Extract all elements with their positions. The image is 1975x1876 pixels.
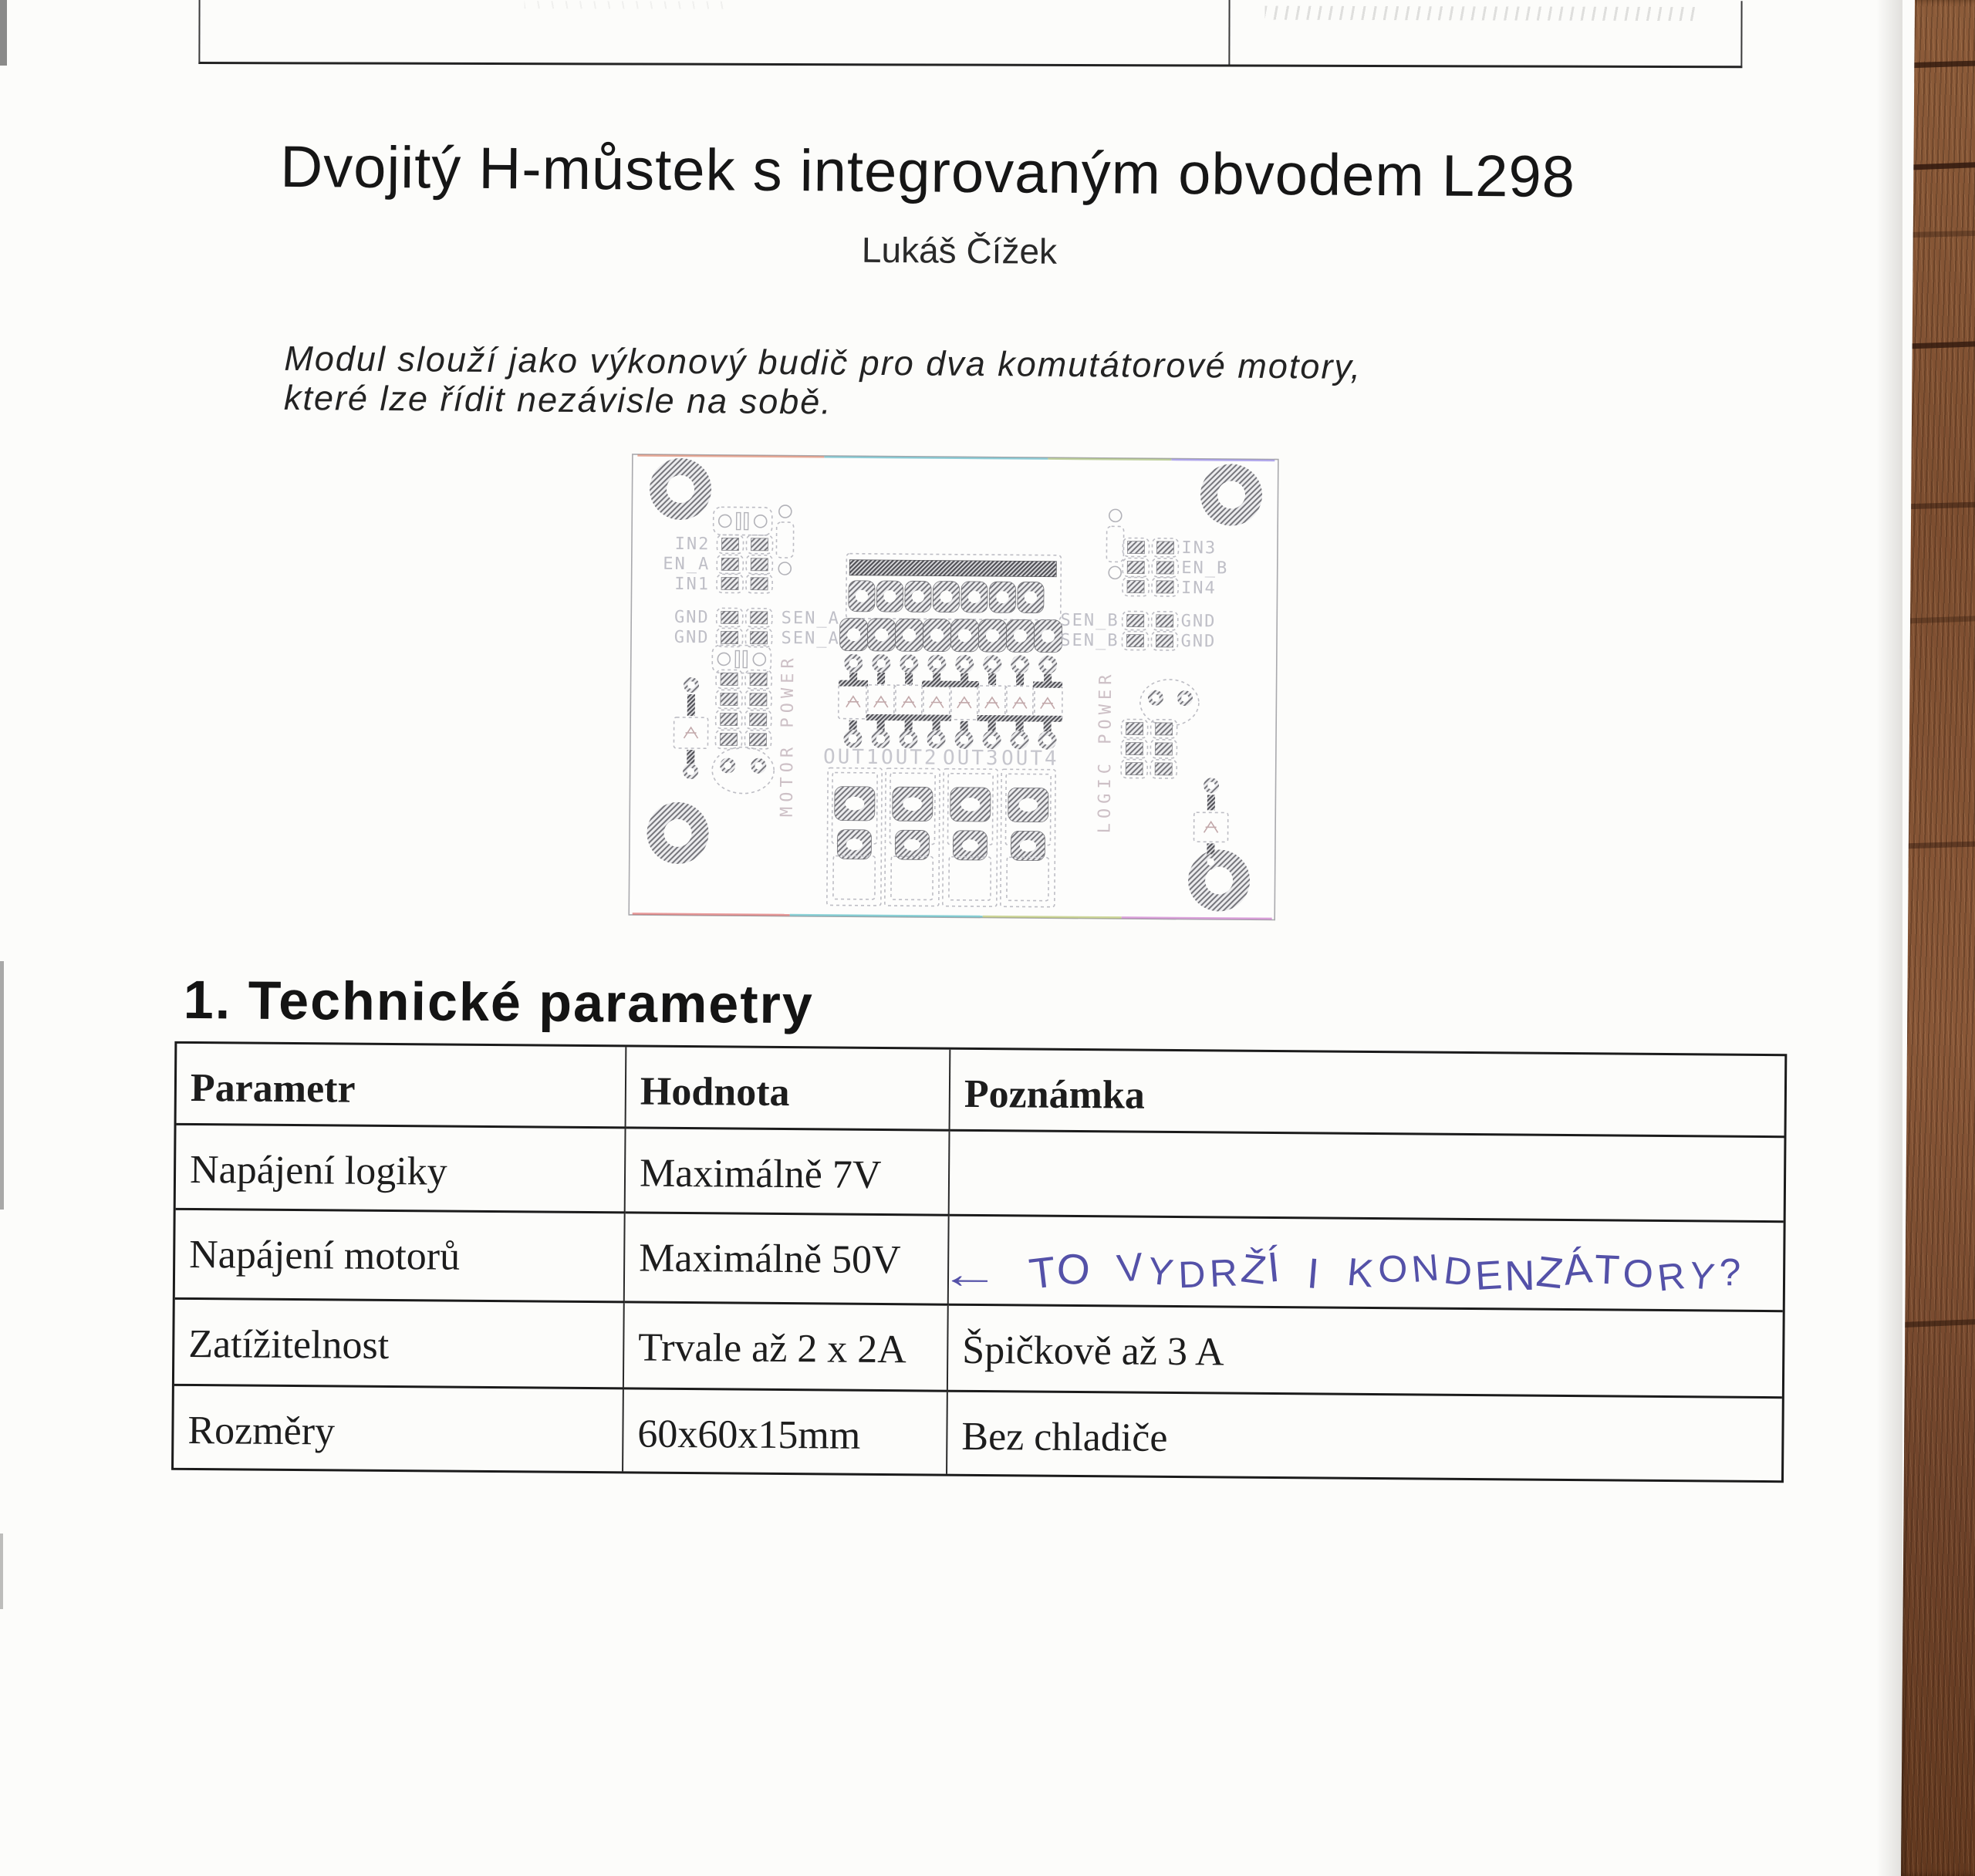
pcb-shape [720, 733, 737, 745]
handwritten-char: T [1593, 1247, 1621, 1294]
pcb-shape [1207, 795, 1215, 810]
pcb-shape [1126, 762, 1143, 774]
table-header-hodnota: Hodnota [626, 1047, 951, 1131]
pcb-shape [721, 611, 738, 623]
pcb-label-out4: OUT4 [1001, 747, 1059, 771]
faint-handwriting-trace [525, 1, 725, 9]
wood-plank-seam [1895, 60, 1975, 69]
pcb-shape [883, 590, 896, 602]
handwritten-char: N [1504, 1252, 1536, 1301]
pcb-shape [721, 577, 738, 589]
table-cell: Napájení motorů [175, 1210, 626, 1304]
handwritten-annotation [939, 1243, 1843, 1371]
pcb-shape [904, 734, 913, 744]
pcb-shape [1044, 722, 1052, 733]
table-cell: Rozměry [174, 1386, 624, 1472]
cutoff-header-table [198, 0, 1742, 68]
pcb-shape [988, 721, 996, 732]
pcb-shape [849, 734, 858, 744]
pcb-shape [1127, 542, 1144, 554]
handwritten-char [1096, 1239, 1109, 1294]
pcb-shape [1016, 721, 1024, 732]
abstract-line-1: Modul slouží jako výkonový budič pro dva komutátorové motory, [284, 338, 1362, 386]
pcb-shape [940, 591, 952, 603]
cutoff-table-divider [1228, 0, 1230, 65]
pcb-label-gnd: GND [1180, 632, 1217, 652]
pcb-shape [930, 629, 944, 642]
table-header-parametr: Parametr [177, 1044, 627, 1129]
handwritten-char: I [1305, 1250, 1322, 1298]
pcb-shape [721, 673, 738, 685]
pcb-shape [721, 693, 738, 705]
pcb-shape [1015, 660, 1025, 670]
pcb-shape [988, 735, 997, 744]
handwritten-char [1287, 1241, 1300, 1299]
table-cell: Maximálně 7V [626, 1129, 950, 1216]
table-cell [950, 1132, 1784, 1223]
pcb-label-gnd: GND [1180, 612, 1217, 632]
section-heading: 1. Technické parametry [183, 969, 815, 1035]
pcb-shape [1127, 561, 1144, 573]
pcb-ic-tab [849, 560, 1056, 577]
pcb-shape [1152, 694, 1160, 702]
pcb-shape [922, 680, 951, 687]
pcb-shape [1156, 723, 1173, 735]
pcb-shape [687, 750, 694, 764]
pcb-shape [960, 660, 969, 669]
pcb-shape [1025, 591, 1037, 603]
pcb-shape [750, 693, 767, 706]
pcb-shape [905, 673, 913, 684]
handwritten-char: T [1027, 1248, 1059, 1299]
pcb-shape [750, 632, 767, 644]
handwritten-char: ? [1718, 1251, 1741, 1294]
handwritten-char [1008, 1245, 1025, 1302]
pcb-shape [721, 538, 738, 550]
wood-plank-seam [1895, 616, 1975, 624]
pcb-shape [1126, 722, 1143, 734]
pcb-shape [950, 681, 979, 687]
handwritten-char: D [1441, 1249, 1475, 1295]
table-cell: Trvale až 2 x 2A [624, 1303, 949, 1392]
pcb-shape [1156, 542, 1173, 554]
pcb-shape [721, 558, 738, 570]
pcb-shape [751, 612, 768, 624]
pcb-label-gnd: GND [674, 607, 710, 628]
handwritten-char: Y [1687, 1254, 1717, 1299]
pcb-shape [687, 694, 695, 716]
pcb-label-in1: IN1 [674, 574, 711, 595]
pcb-label-en-b: EN_B [1181, 558, 1229, 579]
pcb-shape [988, 673, 996, 685]
pcb-shape [996, 591, 1008, 603]
faint-handwriting-trace [1265, 6, 1697, 21]
pcb-shape [1126, 742, 1143, 754]
pcb-shape [876, 734, 886, 744]
pcb-shape [750, 673, 767, 686]
table-header-poznamka: Poznámka [950, 1050, 1785, 1138]
pcb-shape [1033, 682, 1062, 688]
pcb-shape [986, 629, 999, 643]
handwritten-char: R [1208, 1251, 1239, 1296]
pcb-shape [751, 538, 768, 551]
pcb-label-en-a: EN_A [663, 554, 711, 575]
table-cell: Napájení logiky [176, 1125, 626, 1214]
pcb-shape [968, 591, 981, 603]
pcb-shape [1181, 694, 1189, 702]
pcb-label-in2: IN2 [674, 534, 711, 555]
pcb-shape [751, 558, 768, 571]
handwritten-char: R [1656, 1254, 1688, 1300]
pcb-shape [1127, 580, 1144, 592]
handwritten-char: O [1377, 1248, 1408, 1291]
pcb-shape [1156, 635, 1173, 647]
table-cell: Bez chladiče [961, 1414, 1168, 1460]
pcb-shape [932, 735, 941, 744]
pcb-shape [721, 631, 738, 643]
pcb-shape [977, 715, 1062, 722]
pcb-shape [1155, 763, 1172, 775]
pcb-shape [724, 762, 731, 770]
wood-plank-seam [1895, 1319, 1975, 1328]
pcb-shape [755, 762, 762, 770]
wood-plank-seam [1895, 501, 1975, 509]
pcb-shape [839, 680, 868, 687]
pcb-shape [876, 659, 886, 668]
pcb-shape [877, 673, 885, 684]
abstract-line-2: které lze řídit nezávisle na sobě. [283, 377, 832, 422]
pcb-shape [1156, 615, 1173, 627]
pcb-shape [1156, 562, 1173, 574]
pcb-shape [912, 590, 924, 602]
pcb-shape [1043, 660, 1052, 670]
pcb-shape [1207, 859, 1214, 866]
wood-plank-seam [1895, 162, 1975, 171]
abstract-paragraph [284, 339, 1362, 426]
pcb-label-in3: IN3 [1181, 538, 1217, 558]
pcb-label-out3: OUT3 [942, 746, 1001, 771]
handwritten-char: V [1115, 1245, 1146, 1291]
handwritten-char: N [1410, 1247, 1441, 1291]
pcb-shape [1016, 673, 1024, 685]
pcb-shape [856, 590, 868, 602]
table-cell: Maximálně 50V [625, 1213, 950, 1305]
pcb-label-sen-a: SEN_A [781, 628, 840, 649]
pcb-shape [687, 681, 695, 689]
handwritten-char: Í [1265, 1243, 1282, 1292]
pcb-label-out2: OUT2 [880, 746, 939, 770]
pcb-shape [1155, 743, 1172, 755]
pcb-shape [905, 720, 913, 731]
pcb-shape [721, 713, 738, 725]
table-cell: 60x60x15mm [623, 1389, 948, 1473]
table-cell: Zatížitelnost [174, 1300, 625, 1390]
pcb-label-sen-b: SEN_B [1060, 610, 1119, 631]
pcb-shape [1156, 581, 1173, 593]
table-cell: Špičkově až 3 A [948, 1306, 1783, 1399]
pcb-shape [849, 659, 858, 668]
pcb-shape [1127, 614, 1144, 626]
handwritten-char: ← [939, 1252, 1001, 1297]
pcb-label-out1: OUT1 [822, 745, 881, 769]
pcb-shape [903, 629, 916, 642]
pcb-shape [750, 714, 767, 726]
pcb-label-motor-power: MOTOR POWER [777, 653, 798, 818]
pcb-shape [904, 659, 913, 668]
pcb-label-sen-b: SEN_B [1060, 630, 1119, 651]
pcb-shape [866, 714, 951, 721]
pcb-shape [749, 734, 766, 746]
handwritten-char: Ž [1238, 1246, 1269, 1294]
handwritten-char: E [1474, 1252, 1504, 1300]
pcb-shape [1126, 634, 1143, 646]
pcb-shape [932, 660, 941, 669]
pcb-shape [1014, 629, 1027, 643]
pcb-shape [687, 768, 694, 775]
handwritten-char: O [1055, 1244, 1092, 1295]
document-title: Dvojitý H-můstek s integrovaným obvodem L298 [279, 133, 1576, 211]
handwritten-char: Y [1145, 1250, 1176, 1295]
pcb-shape [877, 720, 885, 731]
pcb-shape [751, 578, 768, 590]
pcb-shape [960, 735, 969, 744]
pcb-label-in4: IN4 [1180, 579, 1217, 599]
handwritten-char: D [1177, 1253, 1207, 1297]
wood-plank-seam [1895, 841, 1975, 849]
pcb-shape [960, 721, 968, 732]
pcb-shape [875, 629, 888, 642]
pcb-shape [958, 629, 971, 642]
handwritten-char: O [1621, 1251, 1655, 1297]
document-author: Lukáš Čížek [861, 229, 1058, 272]
pcb-shape [849, 720, 857, 731]
pcb-layout-figure [628, 453, 1280, 921]
pcb-label-gnd: GND [674, 627, 710, 648]
pcb-label-sen-a: SEN_A [781, 608, 841, 629]
pcb-shape [988, 660, 997, 669]
pcb-shape [933, 721, 940, 732]
handwritten-char [1325, 1247, 1342, 1304]
pcb-label-logic-power: LOGIC POWER [1095, 670, 1116, 834]
pcb-shape [1042, 629, 1055, 643]
handwritten-char: Z [1534, 1247, 1566, 1299]
handwritten-char: Á [1561, 1244, 1595, 1295]
handwritten-char: K [1345, 1250, 1376, 1297]
pcb-shape [1207, 782, 1215, 790]
pcb-shape [1207, 843, 1214, 855]
wood-plank-seam [1895, 341, 1975, 349]
pcb-shape [1043, 736, 1052, 745]
wood-desk-background [1899, 0, 1975, 1876]
pcb-shape [1015, 736, 1025, 745]
pcb-shape [847, 628, 860, 641]
